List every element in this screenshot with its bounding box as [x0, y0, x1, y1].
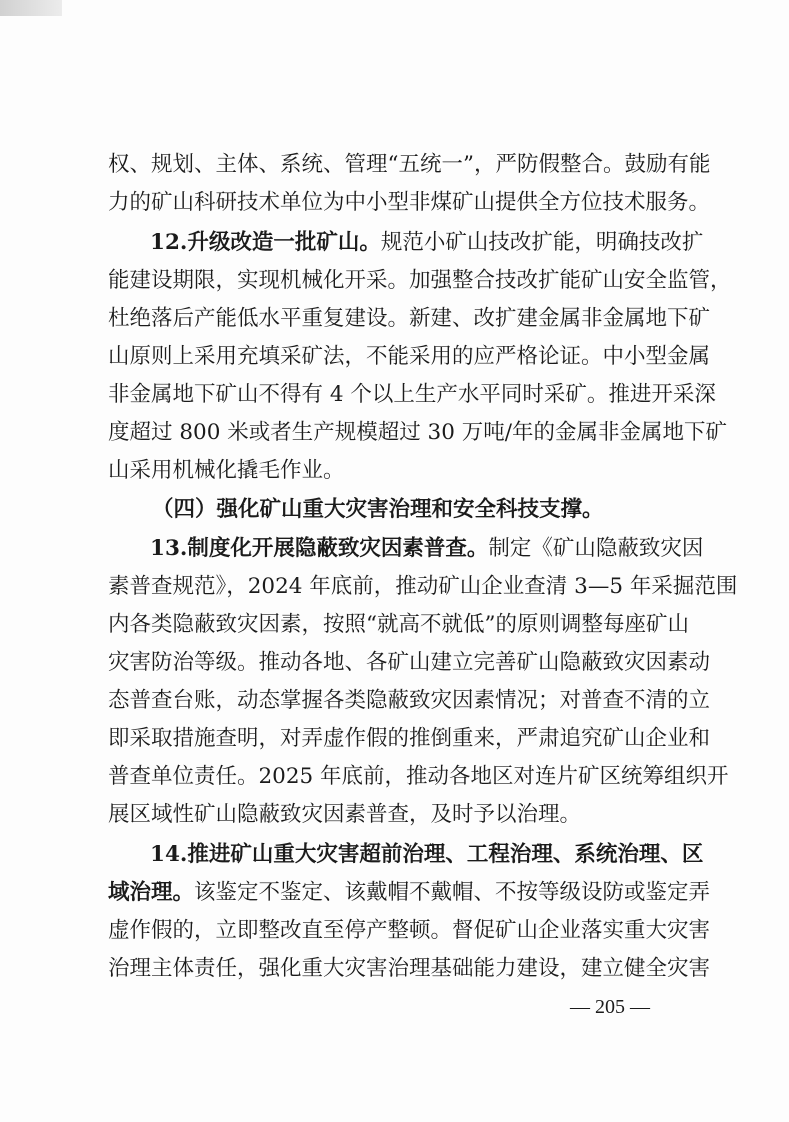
text-line: 非金属地下矿山不得有 4 个以上生产水平同时采矿。推进开采深 [108, 382, 716, 407]
text-line: 态普查台账，动态掌握各类隐蔽致灾因素情况；对普查不清的立 [108, 688, 711, 713]
text-line: 山原则上采用充填采矿法，不能采用的应严格论证。中小型金属 [108, 344, 711, 369]
text-line: 即采取措施查明，对弄虚作假的推倒重来，严肃追究矿山企业和 [108, 726, 711, 751]
text-line [150, 836, 704, 874]
page-number: — 205 — [570, 996, 650, 1018]
text-line: 12.升级改造一批矿山。规范小矿山技改扩能，明确技改扩 [150, 230, 704, 255]
text-line: 虚作假的，立即整改直至停产整顿。督促矿山企业落实重大灾害 [108, 918, 711, 943]
text-line: 域治理。该鉴定不鉴定、该戴帽不戴帽、不按等级设防或鉴定弄 [108, 880, 711, 905]
text-line: 度超过 800 米或者生产规模超过 30 万吨/年的金属非金属地下矿 [108, 420, 727, 445]
text-line: 杜绝落后产能低水平重复建设。新建、改扩建金属非金属地下矿 [108, 306, 711, 331]
text-line: 普查单位责任。2025 年底前，推动各地区对连片矿区统筹组织开 [108, 764, 729, 789]
item-heading: 域治理。 [108, 880, 195, 905]
text-line: 能建设期限，实现机械化开采。加强整合技改扩能矿山安全监管， [108, 268, 732, 293]
text-line: 13.制度化开展隐蔽致灾因素普查。制定《矿山隐蔽致灾因 [150, 536, 704, 561]
text-line: 素普查规范》，2024 年底前，推动矿山企业查清 3—5 年采掘范围 [108, 574, 738, 599]
text-line: 山采用机械化撬毛作业。 [108, 458, 345, 483]
item-heading: 13.制度化开展隐蔽致灾因素普查。 [150, 536, 489, 561]
scan-corner-mark [0, 0, 62, 16]
text-line: 权、规划、主体、系统、管理“五统一”，严防假整合。鼓励有能 [108, 152, 711, 177]
text-line: 治理主体责任，强化重大灾害治理基础能力建设，建立健全灾害 [108, 956, 711, 981]
item-heading: 12.升级改造一批矿山。 [150, 230, 381, 255]
text-line: 力的矿山科研技术单位为中小型非煤矿山提供全方位技术服务。 [108, 190, 711, 215]
item-heading: 14.推进矿山重大灾害超前治理、工程治理、系统治理、区 [150, 842, 704, 867]
section-heading: （四）强化矿山重大灾害治理和安全科技支撑。 [152, 497, 604, 522]
text-line: 展区域性矿山隐蔽致灾因素普查，及时予以治理。 [108, 802, 582, 827]
text-line: 灾害防治等级。推动各地、各矿山建立完善矿山隐蔽致灾因素动 [108, 650, 711, 675]
text-line: 内各类隐蔽致灾因素，按照“就高不就低”的原则调整每座矿山 [108, 612, 689, 637]
